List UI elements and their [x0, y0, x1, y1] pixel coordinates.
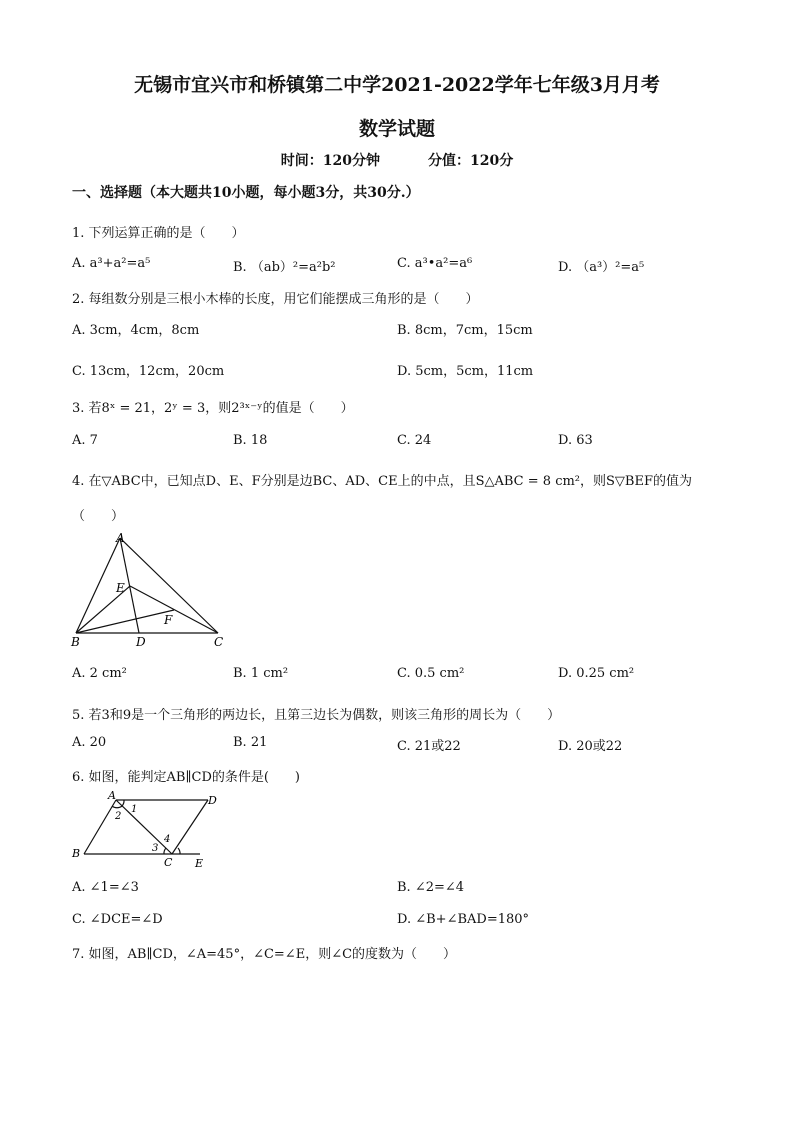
question-6: 6. 如图，能判定AB∥CD的条件是( ) — [72, 770, 301, 785]
q2-option-c[interactable]: C. 13cm，12cm，20cm — [72, 364, 225, 379]
q4-option-c[interactable]: C. 0.5 cm² — [397, 666, 465, 681]
exam-subtitle: 数学试题 — [358, 118, 435, 140]
label-f: F — [164, 613, 173, 627]
q2-option-d[interactable]: D. 5cm，5cm，11cm — [397, 364, 534, 379]
label-a: A — [108, 789, 116, 802]
label-e: E — [116, 581, 125, 595]
label-d: D — [208, 794, 217, 807]
exam-title: 无锡市宜兴市和桥镇第二中学2021-2022学年七年级3月月考 — [134, 74, 660, 96]
angle-3: 3 — [152, 843, 159, 854]
exam-meta — [0, 150, 794, 170]
label-b: B — [72, 847, 81, 860]
q5-option-d[interactable]: D. 20或22 — [558, 739, 623, 754]
figure-parallelogram — [68, 788, 228, 870]
section-heading: 一、选择题（本大题共10小题，每小题3分，共30分.） — [72, 185, 420, 201]
q3-option-b[interactable]: B. 18 — [233, 433, 268, 448]
label-a: A — [116, 531, 125, 545]
exam-score: 分值：120分 — [428, 153, 514, 169]
q6-option-b[interactable]: B. ∠2=∠4 — [397, 880, 465, 895]
q5-option-a[interactable]: A. 20 — [72, 735, 107, 750]
label-e: E — [195, 857, 204, 870]
question-2: 2. 每组数分别是三根小木棒的长度，用它们能摆成三角形的是（ ） — [72, 292, 479, 307]
question-3: 3. 若8ˣ = 21，2ʸ = 3，则2³ˣ⁻ʸ的值是（ ） — [72, 401, 354, 416]
q6-option-d[interactable]: D. ∠B+∠BAD=180° — [397, 912, 530, 927]
label-d: D — [136, 635, 146, 649]
question-5: 5. 若3和9是一个三角形的两边长，且第三边长为偶数，则该三角形的周长为（ ） — [72, 708, 561, 723]
angle-4: 4 — [164, 834, 171, 845]
q2-option-a[interactable]: A. 3cm，4cm，8cm — [72, 323, 200, 338]
q1-option-b[interactable]: B. （ab）²=a²b² — [233, 260, 336, 275]
angle-2: 2 — [115, 811, 122, 822]
q4-option-a[interactable]: A. 2 cm² — [72, 666, 127, 681]
label-c: C — [214, 635, 224, 649]
q3-option-c[interactable]: C. 24 — [397, 433, 432, 448]
q6-option-c[interactable]: C. ∠DCE=∠D — [72, 912, 163, 927]
exam-time: 时间：120分钟 — [280, 153, 380, 169]
q3-option-d[interactable]: D. 63 — [558, 433, 593, 448]
q5-option-b[interactable]: B. 21 — [233, 735, 268, 750]
q5-option-c[interactable]: C. 21或22 — [397, 739, 461, 754]
label-b: B — [71, 635, 80, 649]
question-1: 1. 下列运算正确的是（ ） — [72, 226, 245, 241]
question-4: 4. 在▽ABC中，已知点D、E、F分别是边BC、AD、CE上的中点，且S△ABC = 8 cm²，则S▽BEF的值为 — [72, 474, 692, 489]
q3-option-a[interactable]: A. 7 — [72, 433, 98, 448]
q4-option-d[interactable]: D. 0.25 cm² — [558, 666, 635, 681]
angle-1: 1 — [131, 804, 138, 815]
q2-option-b[interactable]: B. 8cm，7cm，15cm — [397, 323, 533, 338]
figure-triangle-abc — [68, 528, 228, 653]
q1-option-a[interactable]: A. a³+a²=a⁵ — [72, 256, 151, 271]
q4-option-b[interactable]: B. 1 cm² — [233, 666, 289, 681]
q6-option-a[interactable]: A. ∠1=∠3 — [72, 880, 139, 895]
q1-option-d[interactable]: D. （a³）²=a⁵ — [558, 260, 645, 275]
question-4-paren: （ ） — [72, 509, 125, 524]
label-c: C — [164, 856, 173, 869]
q1-option-c[interactable]: C. a³•a²=a⁶ — [397, 256, 473, 271]
question-7: 7. 如图，AB∥CD，∠A=45°，∠C=∠E，则∠C的度数为（ ） — [72, 947, 457, 962]
